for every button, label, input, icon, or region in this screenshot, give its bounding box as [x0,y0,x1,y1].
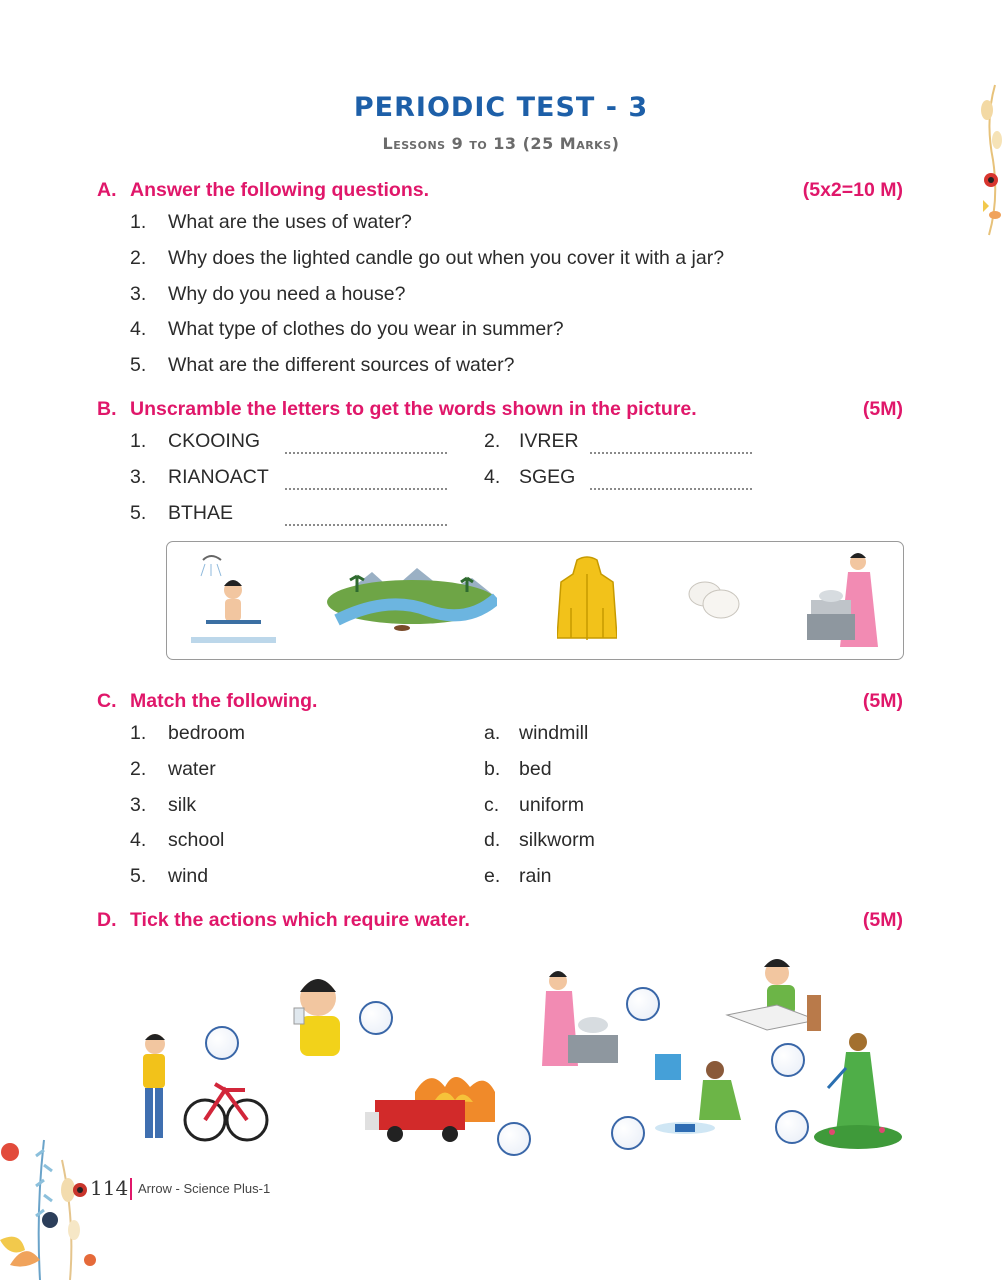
match-left-item: 3. silk [130,794,197,816]
bathing-picture [191,550,281,650]
river-picture [327,562,497,642]
tick-circle[interactable] [626,987,660,1021]
answer-blank[interactable] [285,523,447,526]
match-right-item: a. windmill [484,722,589,744]
match-left-item: 5. wind [130,865,209,887]
match-left-item: 1. bedroom [130,722,245,744]
question-item: 4. What type of clothes do you wear in summer? [130,318,564,340]
section-marks: (5M) [862,398,903,420]
watering-plants-picture [812,1032,904,1152]
tick-circle[interactable] [205,1026,239,1060]
picture-box [166,541,904,660]
section-b-heading [97,398,903,421]
tick-circle[interactable] [497,1122,531,1156]
answer-blank[interactable] [285,487,447,490]
section-c-heading [97,690,903,713]
match-right-item: e. rain [484,865,552,887]
section-marks: (5M) [862,690,903,712]
match-right-item: d. silkworm [484,829,595,851]
section-title: Match the following. [130,690,318,712]
unscramble-word: 4. SGEG [484,466,576,488]
tick-circle[interactable] [771,1043,805,1077]
footer-divider [130,1178,132,1200]
cycle-pump-picture [135,1030,270,1155]
section-title: Answer the following questions. [130,179,430,201]
section-letter: C. [97,690,117,712]
tick-circle[interactable] [359,1001,393,1035]
question-item: 5. What are the different sources of water? [130,354,515,376]
drinking-water-picture [278,968,358,1073]
unscramble-word: 2. IVRER [484,430,579,452]
cooking-picture [803,548,893,653]
section-marks: (5M) [862,909,903,931]
section-title: Unscramble the letters to get the words shown in the picture. [130,398,697,420]
question-item: 1. What are the uses of water? [130,211,412,233]
cooking-picture [528,965,623,1070]
tick-circle[interactable] [775,1110,809,1144]
answer-blank[interactable] [285,451,447,454]
question-item: 2. Why does the lighted candle go out when you cover it with a jar? [130,247,725,269]
answer-blank[interactable] [590,451,752,454]
match-right-item: b. bed [484,758,552,780]
match-left-item: 4. school [130,829,225,851]
match-right-item: c. uniform [484,794,585,816]
section-d-heading [97,909,903,932]
section-marks: (5x2=10 M) [802,179,903,201]
test-subtitle: Lessons 9 to 13 (25 Marks) [382,134,620,153]
section-letter: A. [97,179,117,201]
raincoat-picture [557,554,617,644]
unscramble-word: 3. RIANOACT [130,466,269,488]
test-title: PERIODIC TEST - 3 [353,92,649,123]
question-item: 3. Why do you need a house? [130,283,406,305]
washing-clothes-picture [645,1050,760,1142]
match-left-item: 2. water [130,758,216,780]
unscramble-word: 5. BTHAE [130,502,234,524]
section-letter: D. [97,909,117,931]
tick-circle[interactable] [611,1116,645,1150]
answer-blank[interactable] [590,487,752,490]
writing-picture [722,955,827,1035]
book-title: Arrow - Science Plus-1 [138,1181,271,1196]
unscramble-word: 1. CKOOING [130,430,261,452]
eggs-picture [685,572,745,627]
fire-engine-picture [355,1072,505,1144]
page-number: 114 [90,1176,129,1200]
section-title: Tick the actions which require water. [130,909,470,931]
section-a-heading [97,179,903,202]
section-letter: B. [97,398,117,420]
